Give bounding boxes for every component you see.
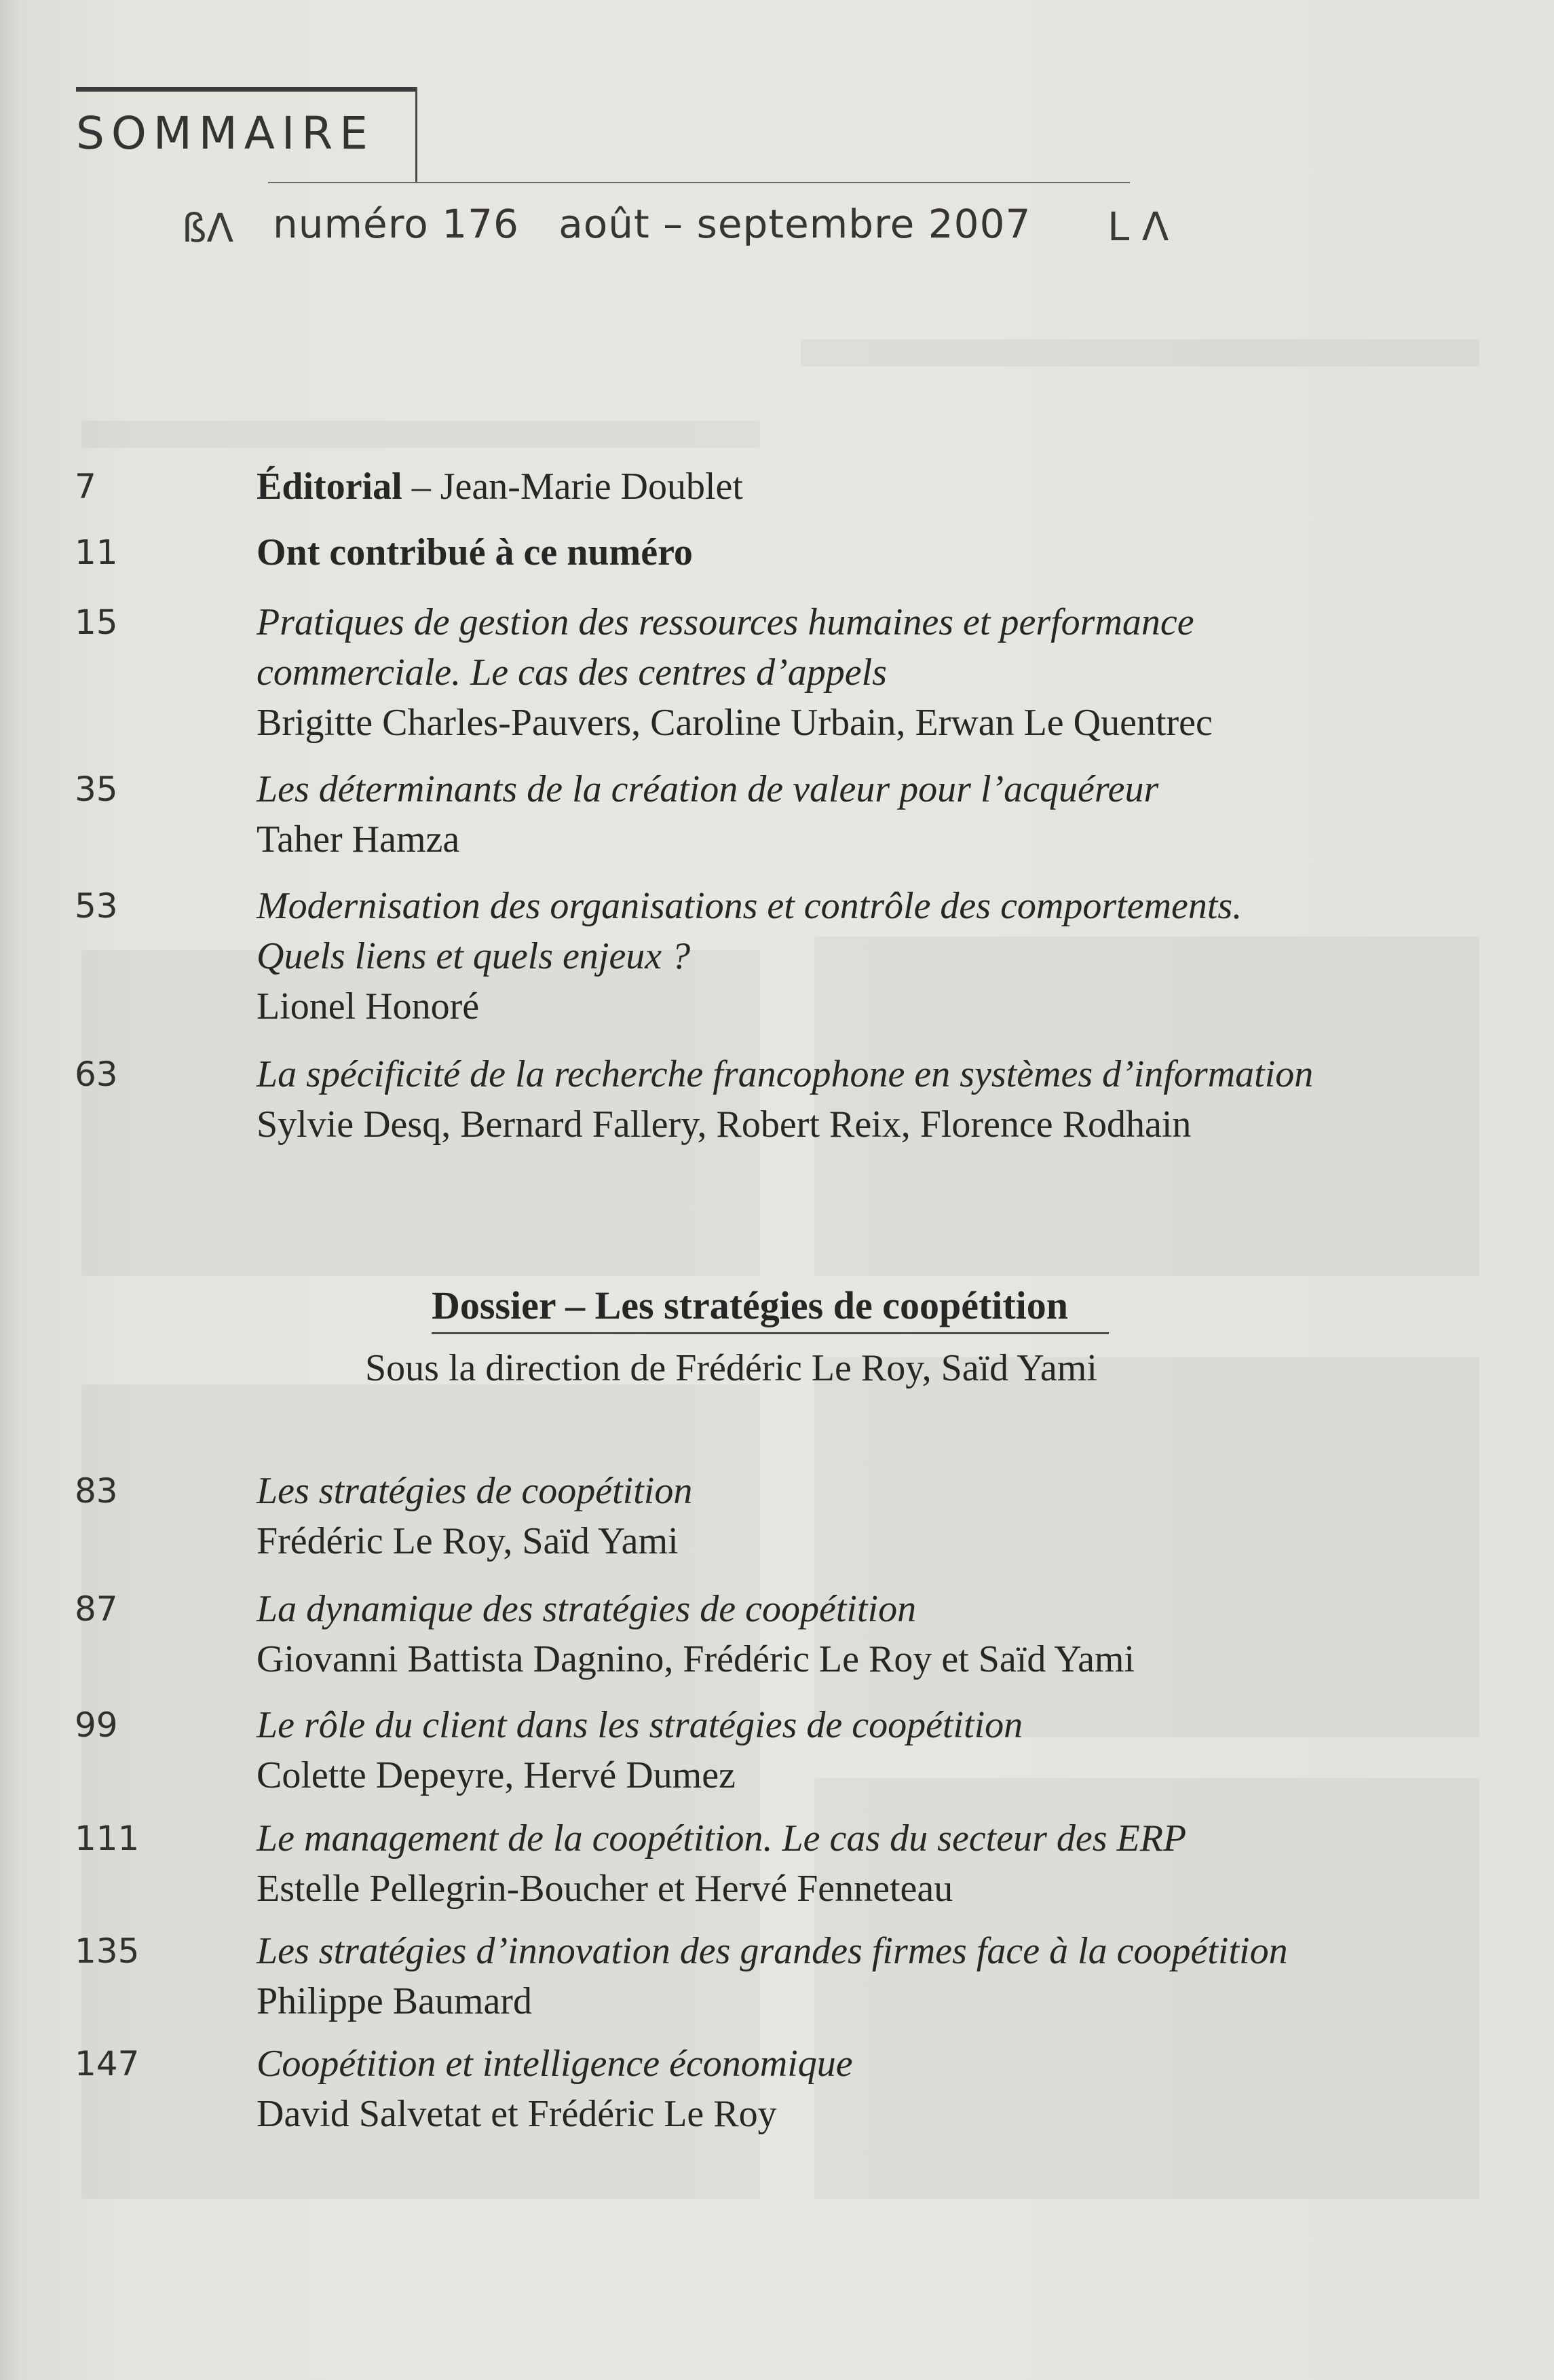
entry-title: Le rôle du client dans les stratégies de coopétition — [257, 1704, 1023, 1746]
entry-title: Coopétition et intelligence économique — [257, 2043, 853, 2085]
entry-title: Les stratégies de coopétition — [257, 1470, 693, 1512]
header-rule-thick — [76, 87, 417, 92]
entry-title: Modernisation des organisations et contrôle des comportements. — [257, 885, 1243, 927]
page-number: 53 — [75, 886, 118, 926]
page-number: 83 — [75, 1471, 118, 1511]
entry-title: commerciale. Le cas des centres d’appels — [257, 651, 887, 694]
entry-title: Le management de la coopétition. Le cas du secteur des ERP — [257, 1817, 1187, 1859]
entry-authors: Frédéric Le Roy, Saïd Yami — [257, 1520, 679, 1562]
page-number: 11 — [75, 533, 118, 572]
entry-title: Quels liens et quels enjeux ? — [257, 935, 691, 977]
show-through-block — [81, 421, 760, 448]
dossier-subtitle: Sous la direction de Frédéric Le Roy, Saïd Yami — [365, 1347, 1097, 1389]
page-number: 63 — [75, 1055, 118, 1094]
entry-title-bold: Éditorial — [257, 466, 402, 508]
entry-authors: Colette Depeyre, Hervé Dumez — [257, 1754, 736, 1796]
page-number: 35 — [75, 770, 118, 809]
entry-authors: Giovanni Battista Dagnino, Frédéric Le Roy et Saïd Yami — [257, 1638, 1135, 1680]
entry-authors: Philippe Baumard — [257, 1980, 532, 2022]
page-number: 87 — [75, 1589, 118, 1629]
issue-line: numéro 176 août – septembre 2007 — [273, 201, 1031, 247]
entry-authors: Estelle Pellegrin-Boucher et Hervé Fenneteau — [257, 1868, 953, 1910]
page-number: 147 — [75, 2044, 140, 2083]
page-number: 111 — [75, 1819, 140, 1858]
dossier-underline — [432, 1332, 1109, 1334]
dossier-title: Dossier – Les stratégies de coopétition — [432, 1283, 1069, 1327]
header-rule-thin — [268, 182, 1130, 183]
page-number: 15 — [75, 603, 118, 642]
entry-title: La dynamique des stratégies de coopétition — [257, 1588, 917, 1630]
entry-title-rest: – Jean-Marie Doublet — [402, 466, 743, 508]
page-number: 99 — [75, 1705, 118, 1745]
entry-authors: David Salvetat et Frédéric Le Roy — [257, 2093, 777, 2135]
entry-title: Pratiques de gestion des ressources humaines et performance — [257, 601, 1194, 643]
header-rule-vertical — [415, 87, 417, 182]
page-number: 7 — [75, 467, 96, 506]
section-label: SOMMAIRE — [76, 107, 375, 159]
entry-authors: Brigitte Charles-Pauvers, Caroline Urbain, Erwan Le Quentrec — [257, 702, 1213, 744]
entry-title: Les déterminants de la création de valeur pour l’acquéreur — [257, 768, 1159, 810]
entry-title: La spécificité de la recherche francophone en systèmes d’information — [257, 1053, 1314, 1095]
entry-authors: Sylvie Desq, Bernard Fallery, Robert Reix, Florence Rodhain — [257, 1103, 1192, 1146]
handwritten-mark-right: L Λ — [1107, 204, 1169, 250]
entry-authors: Taher Hamza — [257, 818, 460, 861]
entry-title: Les stratégies d’innovation des grandes firmes face à la coopétition — [257, 1930, 1288, 1972]
entry-title-bold: Ont contribué à ce numéro — [257, 531, 693, 573]
show-through-block — [801, 339, 1479, 366]
entry-authors: Lionel Honoré — [257, 985, 480, 1027]
page-number: 135 — [75, 1931, 140, 1971]
handwritten-mark-left: ßΛ — [182, 205, 234, 251]
